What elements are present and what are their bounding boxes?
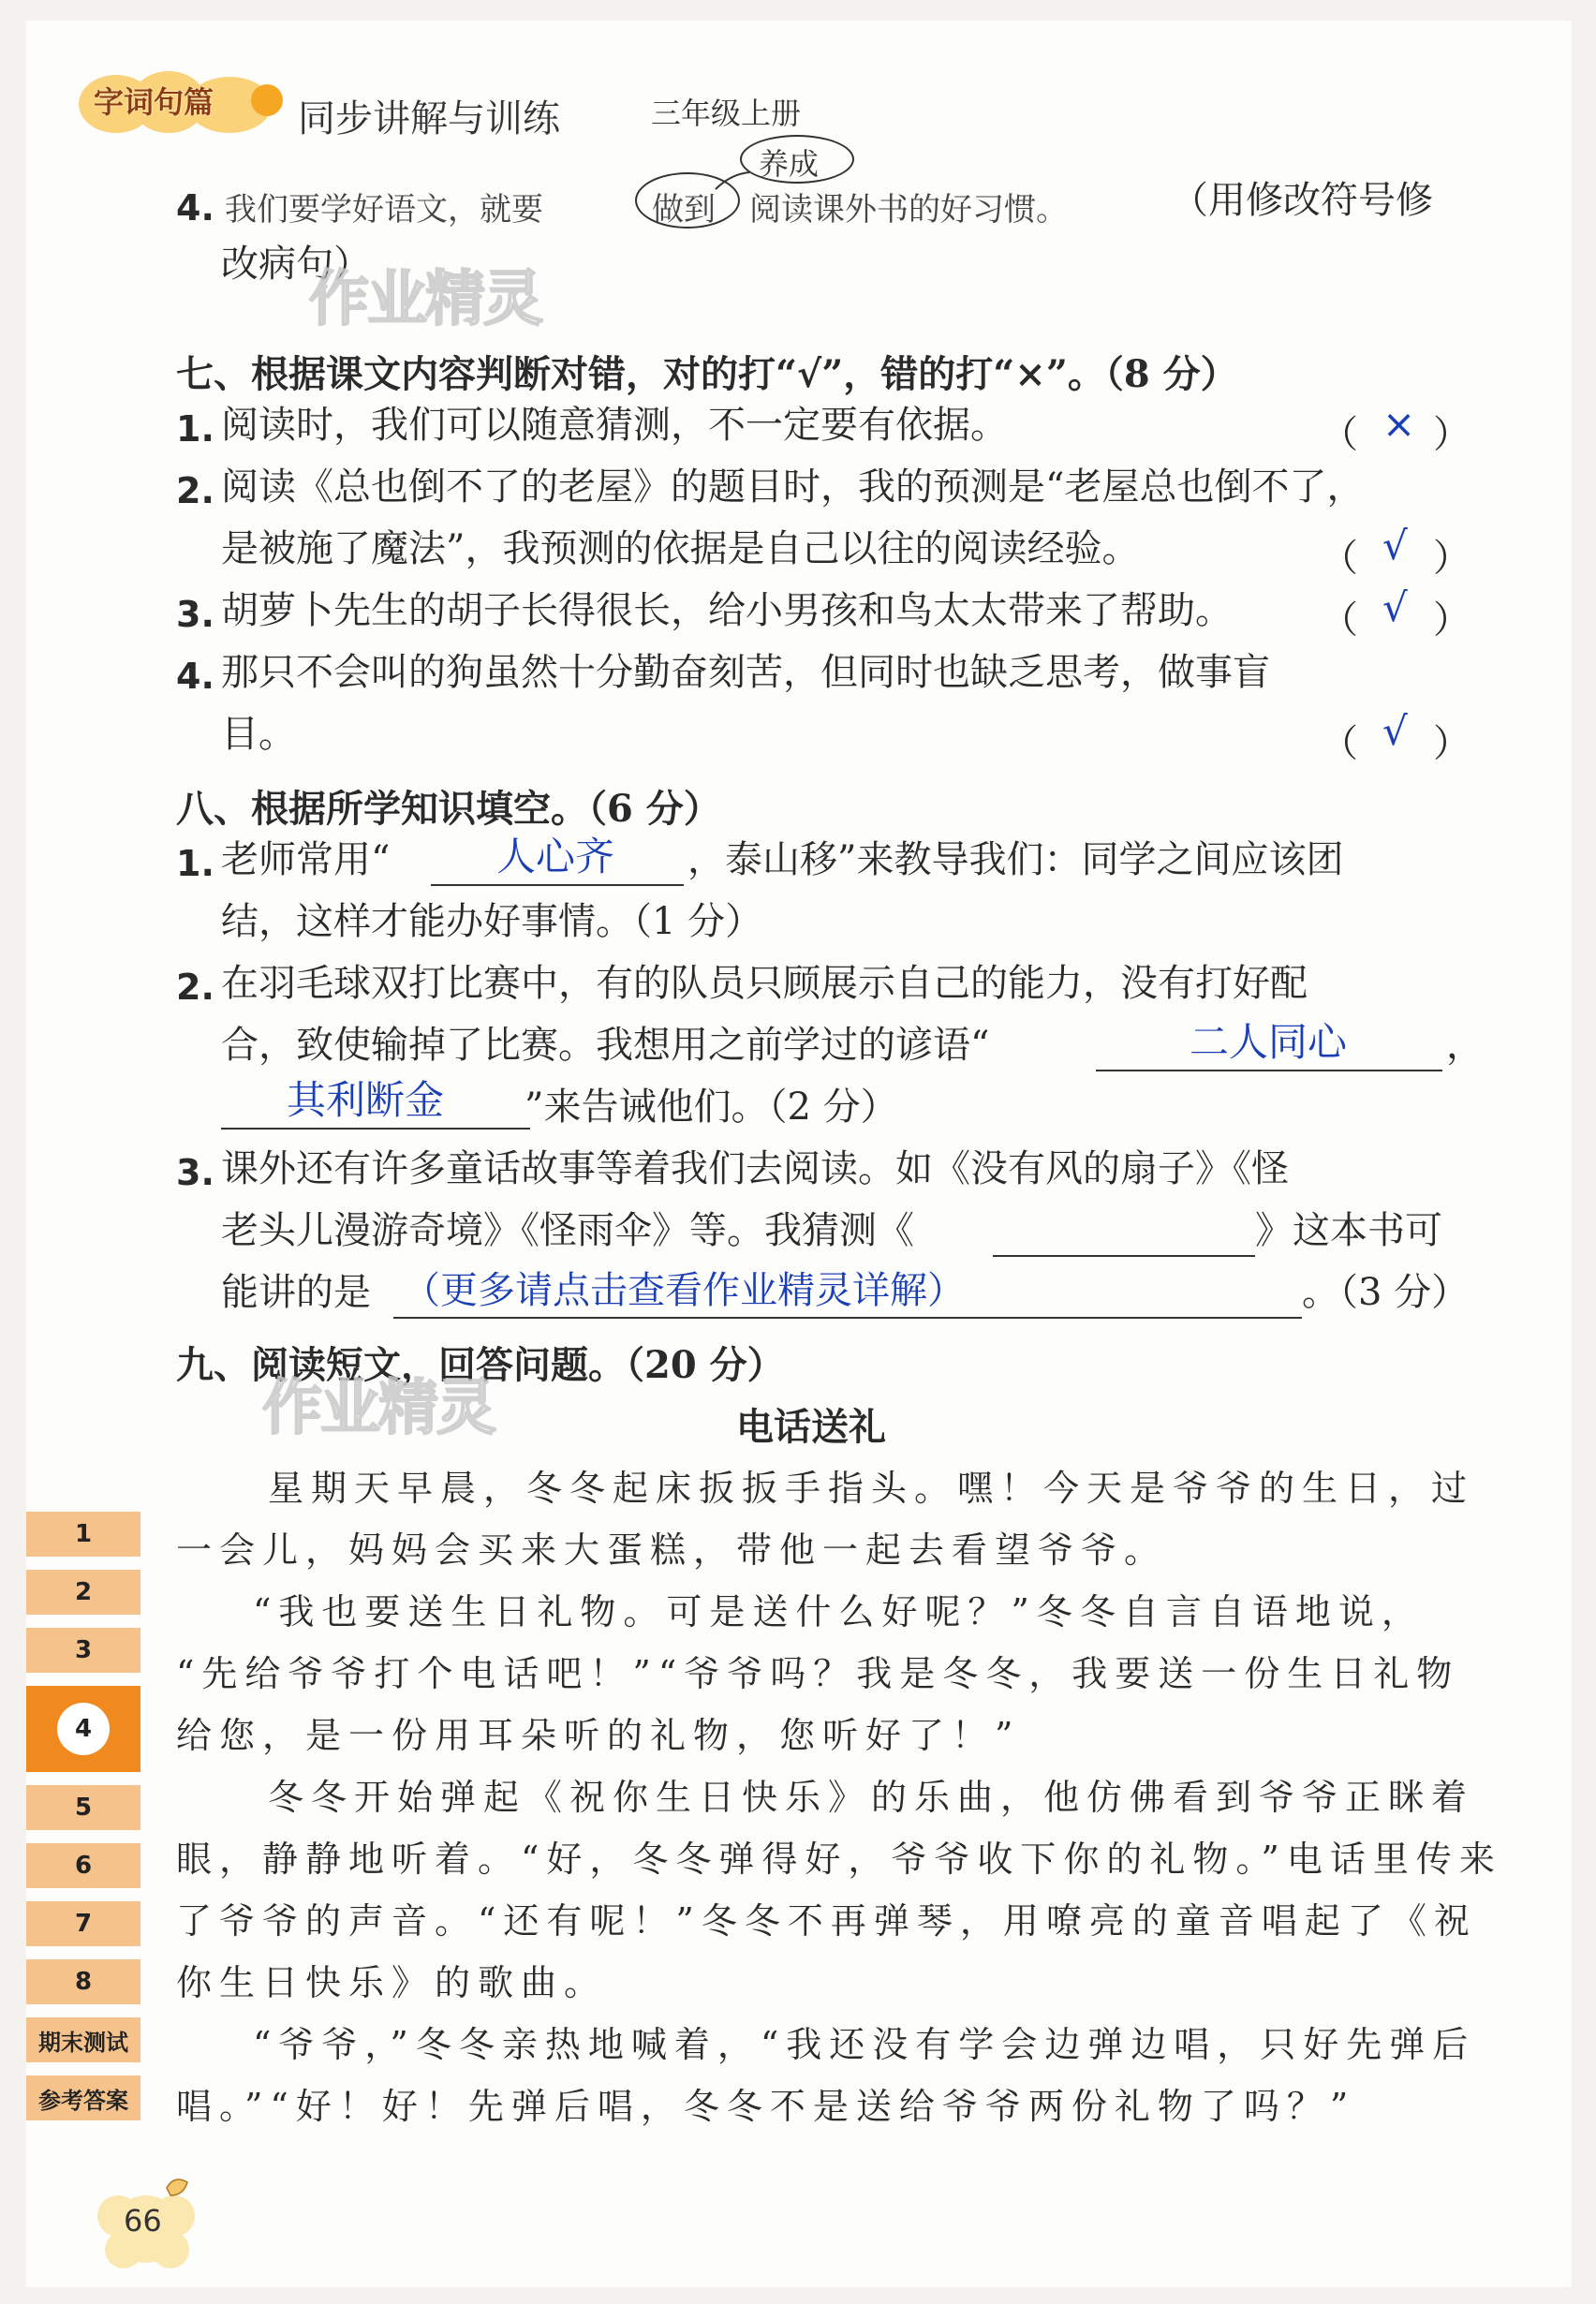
story-line: 了爷爷的声音。“还有呢！”冬冬不再弹琴，用嘹亮的童音唱起了《祝 — [176, 1900, 1477, 1942]
answer-mark: √ — [1382, 708, 1408, 754]
grade-label: 三年级上册 — [651, 96, 802, 131]
story-line: “我也要送生日礼物。可是送什么好呢？”冬冬自言自语地说， — [253, 1591, 1425, 1632]
fill-line2: 结，这样才能办好事情。（1 分） — [221, 900, 763, 943]
fill-line2: 老头儿漫游奇境》《怪雨伞》等。我猜测《 — [221, 1209, 914, 1252]
circled-word: 做到 — [652, 191, 716, 229]
butterfly-icon — [167, 2179, 187, 2195]
item-number: 3. — [176, 594, 214, 635]
paren-close: ） — [1433, 413, 1470, 456]
paren-open: （ — [1321, 598, 1358, 642]
section-9-title: 九、阅读短文，回答问题。（20 分） — [176, 1343, 785, 1387]
book-title: 同步讲解与训练 — [298, 97, 560, 140]
answer-mark: √ — [1382, 523, 1408, 569]
chapter-tab-1[interactable]: 1 — [26, 1512, 140, 1557]
story-line: “爷爷，”冬冬亲热地喊着，“我还没有学会边弹边唱，只好先弹后 — [253, 2024, 1476, 2065]
story-line: 星期天早晨，冬冬起床扳扳手指头。嘿！今天是爷爷的生日，过 — [268, 1468, 1475, 1509]
paren-close: ） — [1433, 598, 1470, 642]
chapter-tab-3[interactable]: 3 — [26, 1628, 140, 1673]
answer-blank — [431, 884, 684, 886]
instruction-text: （用修改符号修 — [1171, 179, 1433, 222]
paren-open: （ — [1321, 537, 1358, 580]
fill-line1: 在羽毛球双打比赛中，有的队员只顾展示自己的能力，没有打好配 — [221, 962, 1308, 1005]
story-line: 冬冬开始弹起《祝你生日快乐》的乐曲，他仿佛看到爷爷正眯着 — [268, 1777, 1475, 1818]
item-text: 胡萝卜先生的胡子长得很长，给小男孩和鸟太太带来了帮助。 — [221, 589, 1233, 632]
chapter-tab-4-active[interactable] — [26, 1686, 140, 1772]
fill-post: ，泰山移”来教导我们：同学之间应该团 — [687, 838, 1344, 881]
item-number: 1. — [176, 843, 214, 884]
question-number: 4. — [176, 187, 214, 229]
comma: ， — [1446, 1024, 1484, 1067]
chapter-tab-6[interactable]: 6 — [26, 1843, 140, 1888]
correction-word: 养成 — [759, 146, 820, 182]
item-number: 1. — [176, 408, 214, 450]
story-line: 给您，是一份用耳朵听的礼物，您听好了！” — [176, 1715, 1021, 1756]
chapter-tab-8[interactable]: 8 — [26, 1959, 140, 2004]
chapter-tab-7[interactable]: 7 — [26, 1901, 140, 1946]
answer-blank — [221, 1128, 530, 1130]
story-line: 你生日快乐》的歌曲。 — [176, 1962, 608, 2003]
item-number: 3. — [176, 1152, 214, 1193]
item-number: 2. — [176, 470, 214, 511]
item-text: 阅读《总也倒不了的老屋》的题目时，我的预测是“老屋总也倒不了， — [221, 465, 1365, 509]
item-text: 阅读时，我们可以随意猜测，不一定要有依据。 — [221, 404, 1008, 447]
answer-mark: √ — [1382, 584, 1408, 630]
fill-line2-post: 》这本书可 — [1255, 1209, 1442, 1252]
fill-line3: 能讲的是 — [221, 1271, 371, 1314]
item-text: 那只不会叫的狗虽然十分勤奋刻苦，但同时也缺乏思考，做事盲 — [221, 651, 1270, 694]
fill-line3: ”来告诫他们。（2 分） — [525, 1086, 898, 1129]
fill-line1: 课外还有许多童话故事等着我们去阅读。如《没有风的扇子》《怪 — [221, 1147, 1289, 1190]
fill-line2: 合，致使输掉了比赛。我想用之前学过的谚语“ — [221, 1024, 990, 1067]
handwritten-answer: 人心齐 — [496, 834, 615, 879]
item-text-cont: 目。 — [221, 713, 296, 756]
section-7-title: 七、根据课文内容判断对错，对的打“√”，错的打“×”。（8 分） — [176, 352, 1238, 396]
final-test-tab[interactable]: 期末测试 — [26, 2017, 140, 2062]
page-number: 66 — [124, 2203, 162, 2238]
paren-open: （ — [1321, 413, 1358, 456]
watermark: 作业精灵 — [309, 265, 541, 334]
logo-text: 字词句篇 — [94, 84, 214, 120]
answer-blank — [393, 1317, 1302, 1319]
active-chapter-number: 4 — [57, 1703, 110, 1755]
item-text-cont: 是被施了魔法”，我预测的依据是自己以往的阅读经验。 — [221, 527, 1140, 570]
paren-open: （ — [1321, 722, 1358, 765]
chapter-tab-5[interactable]: 5 — [26, 1785, 140, 1830]
answer-blank — [1096, 1070, 1442, 1071]
series-logo — [84, 81, 281, 139]
story-line: 一会儿，妈妈会买来大蛋糕，带他一起去看望爷爷。 — [176, 1529, 1168, 1571]
watermark: 作业精灵 — [262, 1374, 495, 1443]
view-more-link[interactable]: （更多请点击查看作业精灵详解） — [403, 1269, 965, 1312]
story-line: 唱。”“好！好！先弹后唱，冬冬不是送给爷爷两份礼物了吗？” — [176, 2086, 1356, 2127]
answer-key-tab[interactable]: 参考答案 — [26, 2075, 140, 2120]
story-line: 眼，静静地听着。“好，冬冬弹得好，爷爷收下你的礼物。”电话里传来 — [176, 1839, 1502, 1880]
sentence-before: 我们要学好语文，就要 — [225, 191, 543, 229]
story-title: 电话送礼 — [736, 1406, 886, 1449]
handwritten-answer: 其利断金 — [287, 1077, 445, 1123]
paren-close: ） — [1433, 722, 1470, 765]
handwritten-answer: 二人同心 — [1190, 1019, 1348, 1065]
item-number: 4. — [176, 656, 214, 697]
instruction-text-cont: 改病句） — [221, 243, 371, 286]
chapter-tab-2[interactable]: 2 — [26, 1570, 140, 1615]
answer-blank — [993, 1255, 1255, 1257]
paren-close: ） — [1433, 537, 1470, 580]
item-number: 2. — [176, 967, 214, 1008]
story-line: “先给爷爷打个电话吧！”“爷爷吗？我是冬冬，我要送一份生日礼物 — [176, 1653, 1460, 1694]
sentence-after: 阅读课外书的好习惯。 — [749, 191, 1068, 229]
fill-line3-post: 。（3 分） — [1302, 1271, 1470, 1314]
section-8-title: 八、根据所学知识填空。（6 分） — [176, 787, 721, 831]
fill-pre: 老师常用“ — [221, 838, 391, 881]
answer-mark: × — [1382, 401, 1416, 447]
